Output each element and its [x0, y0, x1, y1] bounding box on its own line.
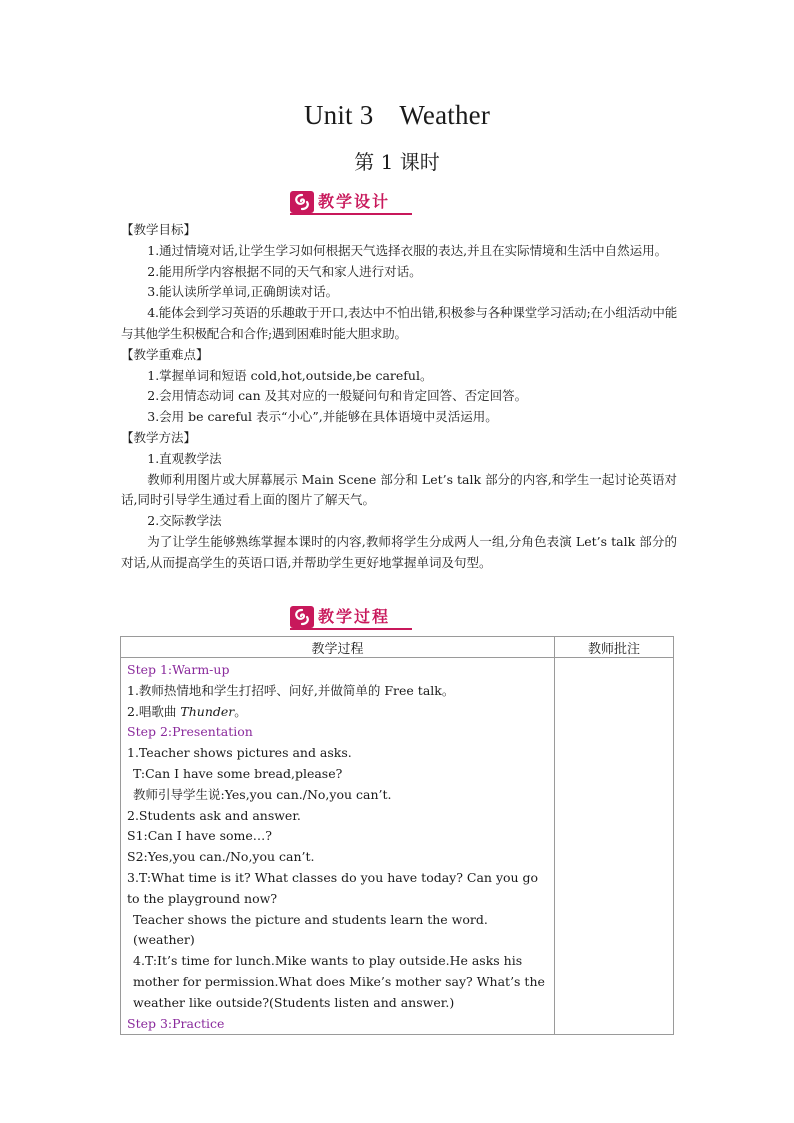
- method-item: 为了让学生能够熟练掌握本课时的内容,教师将学生分成两人一组,分角色表演 Let’s talk 部分的对话,从而提高学生的英语口语,并帮助学生更好地掌握单词及句型。: [121, 533, 677, 570]
- column-header-process: 教学过程: [121, 637, 555, 658]
- unit-number: Unit 3: [303, 100, 374, 130]
- section-label-process: 教学过程: [318, 607, 391, 626]
- methods-heading: 【教学方法】: [121, 429, 197, 445]
- objective-item: 2.能用所学内容根据不同的天气和家人进行对话。: [147, 263, 422, 279]
- objective-item: 1.通过情境对话,让学生学习如何根据天气选择衣服的表达,并且在实际情境和生活中自然运用。: [147, 242, 668, 258]
- step-heading: Step 2:Presentation: [127, 724, 253, 740]
- process-line: T:Can I have some bread,please?: [133, 765, 343, 781]
- spiral-logo-icon: [290, 606, 314, 628]
- spiral-logo-icon: [290, 191, 314, 213]
- objectives-heading: 【教学目标】: [121, 222, 197, 237]
- song-title: Thunder: [180, 703, 235, 719]
- process-line: S1:Can I have some…?: [127, 828, 273, 844]
- process-line: 2.Students ask and answer.: [127, 807, 301, 823]
- song-prefix: 2.唱歌曲: [127, 703, 181, 719]
- section-underline: [290, 213, 412, 215]
- process-line: 4.T:It’s time for lunch.Mike wants to play outside.He asks his mother for permission.What does Mike’s mother say? What’s the weather like outside?(Students listen and answer.): [133, 953, 545, 1010]
- column-header-notes: 教师批注: [555, 637, 674, 658]
- process-line: Teacher shows the picture and students learn the word.(weather): [133, 911, 488, 948]
- key-point-item: 2.会用情态动词 can 及其对应的一般疑问句和肯定回答、否定回答。: [147, 388, 528, 404]
- lesson-title: 第 1 课时: [354, 150, 440, 174]
- process-line: S2:Yes,you can./No,you can’t.: [127, 849, 315, 865]
- unit-topic: Weather: [399, 100, 491, 130]
- process-line: 1.教师热情地和学生打招呼、问好,并做简单的 Free talk。: [127, 682, 455, 698]
- section-banner-design: [290, 191, 412, 215]
- section-underline: [290, 628, 412, 630]
- table-row: [121, 658, 674, 1035]
- method-item: 教师利用图片或大屏幕展示 Main Scene 部分和 Let’s talk 部分的内容,和学生一起讨论英语对话,同时引导学生通过看上面的图片了解天气。: [121, 471, 677, 508]
- table-header-row: [121, 637, 674, 658]
- teaching-process-table: [120, 636, 674, 1035]
- key-point-item: 1.掌握单词和短语 cold,hot,outside,be careful。: [147, 367, 433, 383]
- method-item: 2.交际教学法: [147, 513, 222, 529]
- teacher-notes-cell: [555, 658, 674, 1035]
- process-line: 3.T:What time is it? What classes do you have today? Can you go to the playground now?: [127, 869, 539, 906]
- key-point-item: 3.会用 be careful 表示“小心”,并能够在具体语境中灵活运用。: [147, 409, 498, 425]
- step-heading: Step 1:Warm-up: [127, 662, 230, 677]
- section-label-design: 教学设计: [318, 192, 391, 211]
- step-heading: Step 3:Practice: [127, 1015, 225, 1031]
- process-line: 1.Teacher shows pictures and asks.: [127, 745, 352, 761]
- song-suffix: 。: [234, 703, 247, 719]
- process-line: 教师引导学生说:Yes,you can./No,you can’t.: [133, 786, 392, 802]
- key-points-heading: 【教学重难点】: [121, 346, 209, 362]
- section-banner-process: [290, 606, 412, 630]
- process-line: [127, 702, 548, 723]
- objective-item: 4.能体会到学习英语的乐趣敢于开口,表达中不怕出错,积极参与各种课堂学习活动;在小组活动中能与其他学生积极配合和合作;遇到困难时能大胆求助。: [121, 305, 677, 341]
- teaching-design-content: [121, 220, 677, 574]
- unit-title: [0, 100, 794, 131]
- objective-item: 3.能认读所学单词,正确朗读对话。: [147, 284, 339, 300]
- method-item: 1.直观教学法: [147, 450, 222, 466]
- process-cell: [121, 658, 555, 1035]
